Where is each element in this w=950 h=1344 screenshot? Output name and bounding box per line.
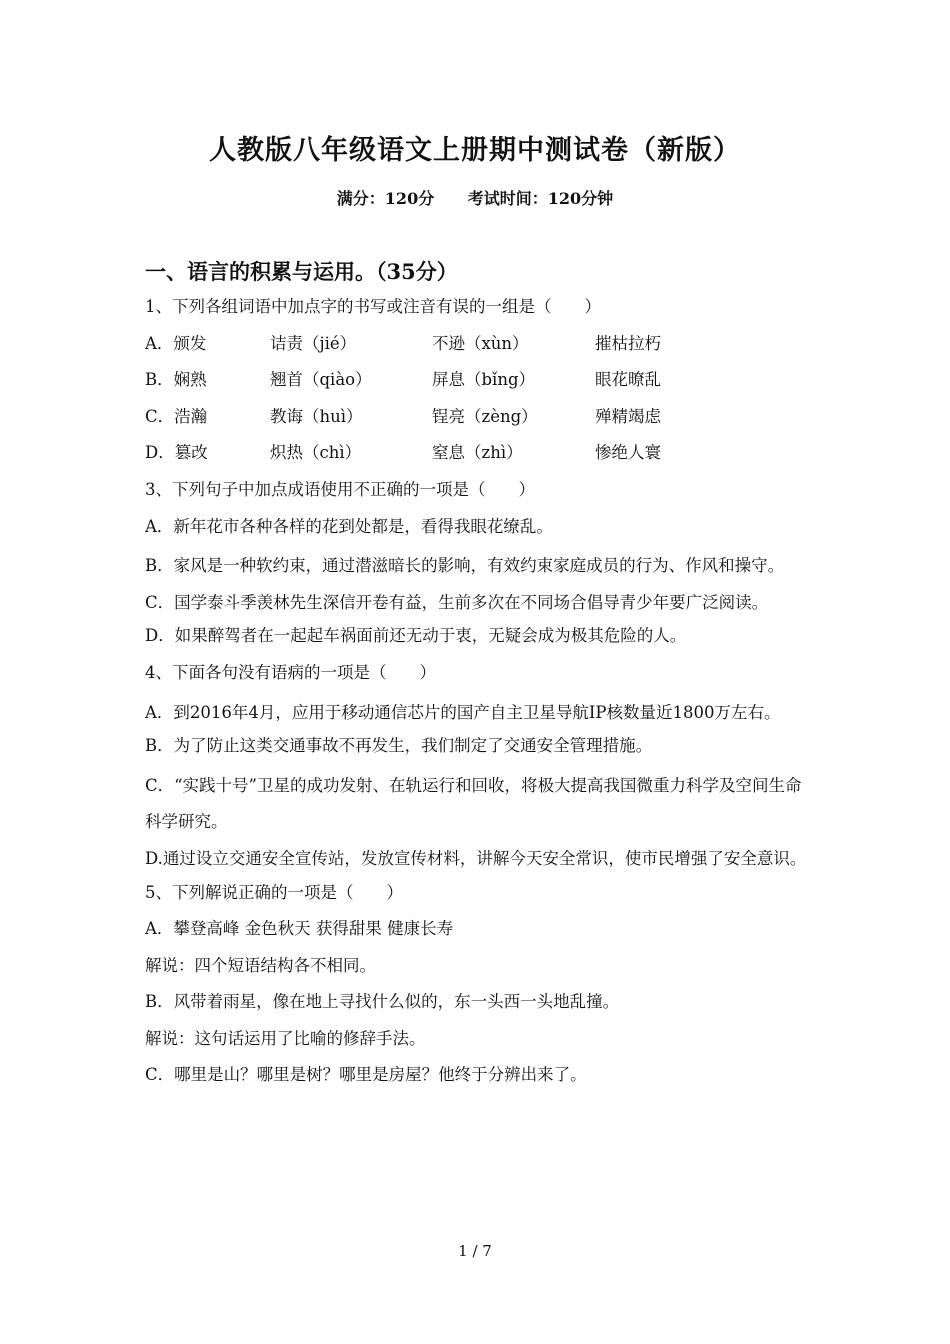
question-3-stem: 3、下列句子中加点成语使用不正确的一项是（ ） bbox=[145, 479, 535, 499]
q1-cell: C．浩瀚 bbox=[145, 406, 208, 426]
q4-option-b: B．为了防止这类交通事故不再发生，我们制定了交通安全管理措施。 bbox=[145, 736, 653, 756]
q3-option-b: B．家风是一种软约束，通过潜滋暗长的影响，有效约束家庭成员的行为、作风和操守。 bbox=[145, 556, 785, 576]
q1-cell: 锃亮（zèng） bbox=[432, 406, 538, 426]
q1-cell: 炽热（chì） bbox=[270, 443, 362, 463]
section-heading: 一、语言的积累与运用。（35分） bbox=[145, 259, 458, 284]
q1-cell: 不逊（xùn） bbox=[432, 333, 529, 353]
q3-option-c: C．国学泰斗季羡林先生深信开卷有益，生前多次在不同场合倡导青少年要广泛阅读。 bbox=[145, 592, 769, 612]
q4-option-c: C．“实践十号”卫星的成功发射、在轨运行和回收，将极大提高我国微重力科学及空间生命科学研究。 bbox=[145, 775, 802, 832]
q4-option-d: D.通过设立交通安全宣传站，发放宣传材料，讲解今天安全常识，使市民增强了安全意识。 bbox=[145, 848, 807, 868]
q1-cell: 窒息（zhì） bbox=[432, 443, 523, 463]
question-4-stem: 4、下面各句没有语病的一项是（ ） bbox=[145, 662, 436, 682]
q1-cell: 眼花暸乱 bbox=[595, 370, 661, 390]
q1-cell: 摧枯拉朽 bbox=[595, 333, 661, 353]
q5-note-b: 解说：这句话运用了比喻的修辞手法。 bbox=[145, 1028, 426, 1048]
full-score: 满分：120分 bbox=[336, 189, 435, 208]
q1-cell: B．娴熟 bbox=[145, 370, 207, 390]
page-number: 1 / 7 bbox=[458, 1242, 492, 1260]
q1-option-row bbox=[145, 365, 810, 402]
q1-option-row bbox=[145, 402, 810, 439]
q1-cell: 惨绝人寰 bbox=[595, 443, 661, 463]
q1-option-row bbox=[145, 329, 810, 366]
q3-option-a: A．新年花市各种各样的花到处都是，看得我眼花缭乱。 bbox=[145, 516, 553, 536]
page-title: 人教版八年级语文上册期中测试卷（新版） bbox=[209, 135, 741, 166]
q3-option-d: D．如果醉驾者在一起起车祸面前还无动于衷，无疑会成为极其危险的人。 bbox=[145, 626, 687, 646]
q4-option-a: A．到2016年4月，应用于移动通信芯片的国产自主卫星导航IP核数量近1800万左右。 bbox=[145, 702, 781, 722]
q5-note-a: 解说：四个短语结构各不相同。 bbox=[145, 955, 376, 975]
q5-option-c: C．哪里是山？哪里是树？哪里是房屋？他终于分辨出来了。 bbox=[145, 1065, 587, 1085]
question-1-stem: 1、下列各组词语中加点字的书写或注音有误的一组是（ ） bbox=[145, 297, 601, 316]
q5-option-a: A．攀登高峰 金色秋天 获得甜果 健康长寿 bbox=[145, 919, 454, 939]
q1-cell: 殚精竭虑 bbox=[595, 406, 661, 426]
q5-option-b: B．风带着雨星，像在地上寻找什么似的，东一头西一头地乱撞。 bbox=[145, 992, 620, 1012]
q1-option-row bbox=[145, 438, 810, 475]
q1-cell: 诘责（jié） bbox=[270, 333, 357, 353]
q1-cell: 屏息（bǐng） bbox=[432, 370, 536, 390]
q1-cell: 教诲（huì） bbox=[270, 406, 363, 426]
question-5-stem: 5、下列解说正确的一项是（ ） bbox=[145, 882, 403, 902]
question-body bbox=[145, 292, 810, 1097]
q1-cell: 翘首（qiào） bbox=[270, 370, 372, 390]
exam-info bbox=[0, 186, 950, 209]
exam-time: 考试时间：120分钟 bbox=[467, 189, 614, 208]
q1-cell: D．篡改 bbox=[145, 443, 208, 463]
q1-cell: A．颁发 bbox=[145, 333, 207, 353]
